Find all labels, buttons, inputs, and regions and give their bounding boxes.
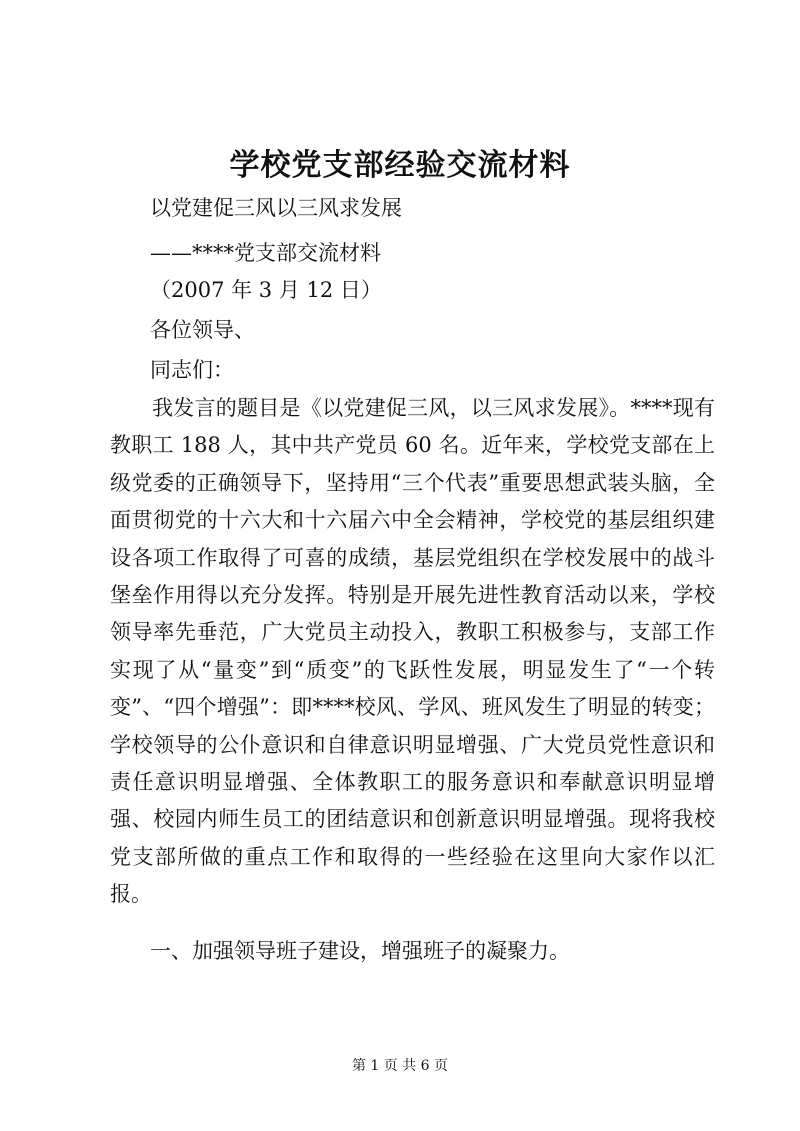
document-subtitle: 以党建促三风以三风求发展: [150, 196, 402, 220]
document-title: 学校党支部经验交流材料: [229, 148, 571, 183]
paragraph-introduction: 我发言的题目是《以党建促三风，以三风求发展》。****现有教职工 188 人，其中共产党员 60 名。近年来，学校党支部在上级党委的正确领导下，坚持用“三个代表”重要思想武装头脑，全面贯彻党的十六大和十六届六中全会精神，学校党的基层组织建设各项工作取得了可喜的成绩，基层党组织在学校发展中的战斗堡垒作用得以充分发挥。特别是开展先进性教育活动以来，学校领导率先垂范，广大党员主动投入，教职工积极参与，支部工作实现了从“量变”到“质变”的飞跃性发展，明显发生了“一个转变”、“四个增强”：即****校风、学风、班风发生了明显的转变；学校领导的公仆意识和自律意识明显增强、广大党员党性意识和责任意识明显增强、全体教职工的服务意识和奉献意识明显增强、校园内师生员工的团结意识和创新意识明显增强。现将我校党支部所做的重点工作和取得的一些经验在这里向大家作以汇报。: [110, 396, 715, 907]
page-number: 第 1 页 共 6 页: [351, 1058, 449, 1074]
document-date: （2007 年 3 月 12 日）: [150, 278, 382, 302]
body-text: [110, 390, 715, 914]
salutation-comrades: 同志们：: [150, 358, 234, 382]
section-heading: 一、加强领导班子建设，增强班子的凝聚力。: [150, 939, 570, 963]
salutation-leaders: 各位领导、: [150, 318, 255, 342]
document-byline: ——****党支部交流材料: [150, 241, 381, 265]
